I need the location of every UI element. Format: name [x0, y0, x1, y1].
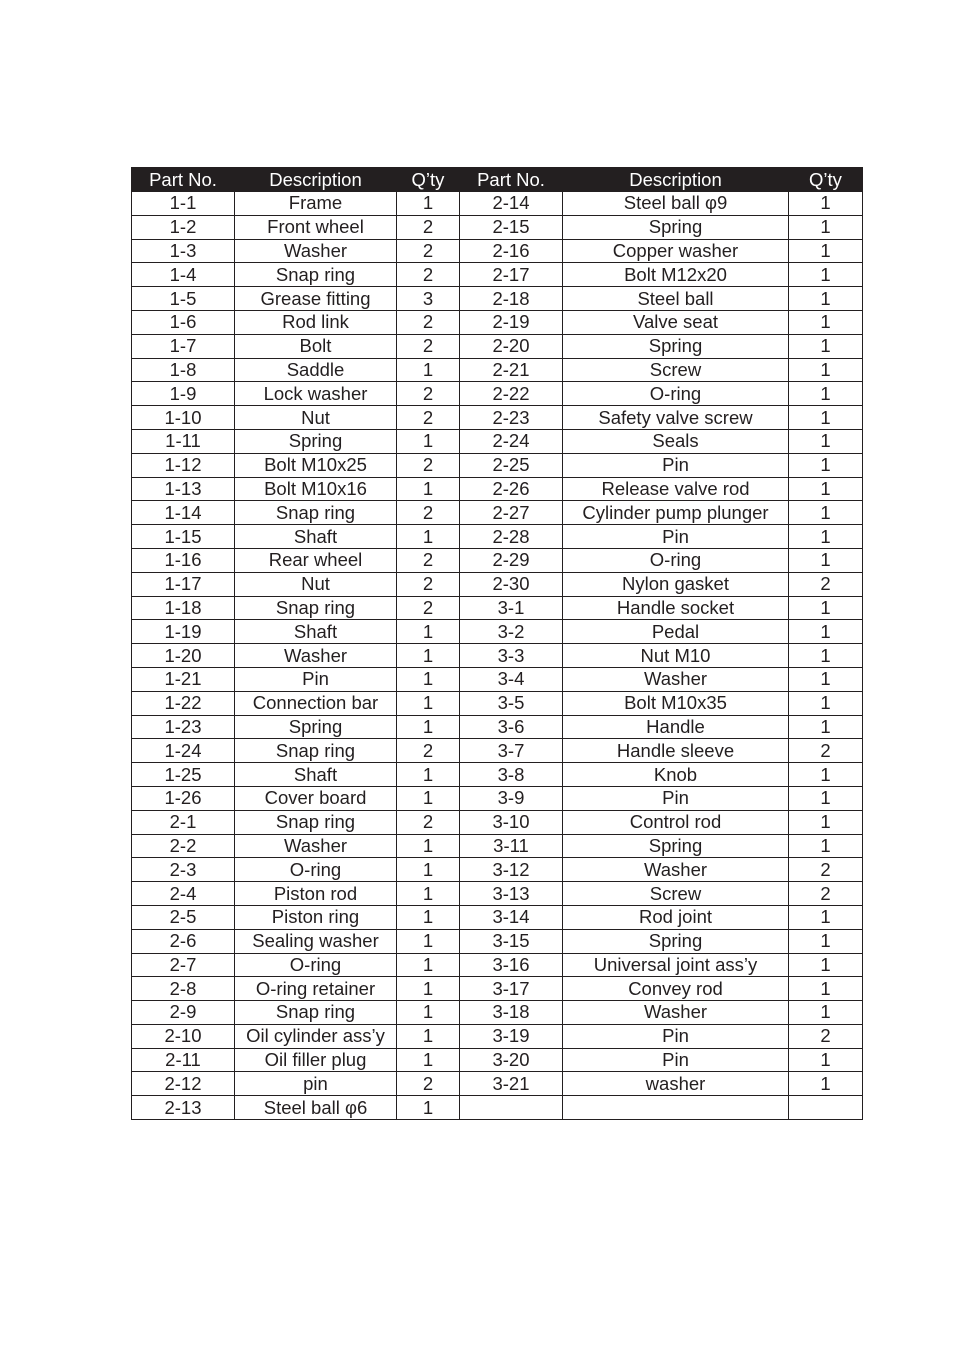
cell-qty-right: 1 — [789, 620, 863, 644]
table-row — [132, 763, 863, 787]
cell-qty-right: 1 — [789, 834, 863, 858]
cell-qty-right: 1 — [789, 1001, 863, 1025]
cell-qty-left: 2 — [397, 1072, 460, 1096]
cell-qty-left: 2 — [397, 739, 460, 763]
cell-part-no-right: 3-17 — [460, 977, 563, 1001]
cell-description-left: Front wheel — [235, 215, 397, 239]
cell-part-no-right: 3-12 — [460, 858, 563, 882]
cell-description-right: Handle — [563, 715, 789, 739]
cell-qty-left: 1 — [397, 525, 460, 549]
cell-part-no-right: 3-5 — [460, 691, 563, 715]
table-row — [132, 406, 863, 430]
cell-description-left: Spring — [235, 429, 397, 453]
cell-description-right: O-ring — [563, 382, 789, 406]
cell-qty-left: 2 — [397, 810, 460, 834]
cell-part-no-right: 3-11 — [460, 834, 563, 858]
cell-qty-right: 1 — [789, 548, 863, 572]
cell-part-no-left: 1-1 — [132, 192, 235, 216]
cell-part-no-right: 2-21 — [460, 358, 563, 382]
table-row — [132, 334, 863, 358]
cell-qty-left: 1 — [397, 953, 460, 977]
cell-description-right: Pin — [563, 1048, 789, 1072]
cell-qty-right: 1 — [789, 905, 863, 929]
cell-qty-left: 1 — [397, 715, 460, 739]
cell-description-left: Piston rod — [235, 882, 397, 906]
cell-part-no-right: 2-20 — [460, 334, 563, 358]
cell-qty-left: 2 — [397, 501, 460, 525]
table-row — [132, 239, 863, 263]
cell-part-no-left: 1-26 — [132, 786, 235, 810]
cell-description-left: Snap ring — [235, 263, 397, 287]
cell-qty-left: 1 — [397, 858, 460, 882]
cell-part-no-left: 1-11 — [132, 429, 235, 453]
cell-part-no-right: 2-16 — [460, 239, 563, 263]
cell-part-no-right: 2-19 — [460, 310, 563, 334]
table-row — [132, 596, 863, 620]
cell-part-no-left: 1-24 — [132, 739, 235, 763]
header-part-no-right: Part No. — [460, 168, 563, 192]
table-row — [132, 739, 863, 763]
cell-qty-right: 1 — [789, 525, 863, 549]
cell-description-left: Shaft — [235, 525, 397, 549]
table-row — [132, 953, 863, 977]
cell-description-left: Lock washer — [235, 382, 397, 406]
cell-qty-left: 1 — [397, 620, 460, 644]
table-row — [132, 929, 863, 953]
cell-description-left: Bolt M10x25 — [235, 453, 397, 477]
cell-description-left: Steel ball φ6 — [235, 1096, 397, 1120]
cell-part-no-right: 2-14 — [460, 192, 563, 216]
cell-description-right: Bolt M12x20 — [563, 263, 789, 287]
cell-description-left: Rod link — [235, 310, 397, 334]
table-row — [132, 977, 863, 1001]
cell-description-left: pin — [235, 1072, 397, 1096]
cell-qty-left: 1 — [397, 882, 460, 906]
cell-description-left: Piston ring — [235, 905, 397, 929]
cell-description-right: O-ring — [563, 548, 789, 572]
cell-description-right: washer — [563, 1072, 789, 1096]
cell-description-left: Shaft — [235, 763, 397, 787]
cell-part-no-left: 1-13 — [132, 477, 235, 501]
cell-description-left: Cover board — [235, 786, 397, 810]
cell-qty-left: 1 — [397, 644, 460, 668]
cell-part-no-right: 2-22 — [460, 382, 563, 406]
cell-qty-right: 1 — [789, 501, 863, 525]
cell-description-left: Connection bar — [235, 691, 397, 715]
cell-qty-left: 2 — [397, 263, 460, 287]
cell-description-left: Shaft — [235, 620, 397, 644]
cell-description-right — [563, 1096, 789, 1120]
cell-part-no-left: 1-12 — [132, 453, 235, 477]
cell-part-no-right: 3-9 — [460, 786, 563, 810]
cell-qty-right: 1 — [789, 477, 863, 501]
cell-description-left: Snap ring — [235, 596, 397, 620]
cell-qty-left: 2 — [397, 310, 460, 334]
cell-qty-left: 1 — [397, 691, 460, 715]
cell-qty-left: 2 — [397, 596, 460, 620]
cell-description-right: Washer — [563, 667, 789, 691]
cell-qty-left: 2 — [397, 215, 460, 239]
cell-description-left: Washer — [235, 834, 397, 858]
cell-qty-right: 1 — [789, 358, 863, 382]
cell-part-no-right: 3-1 — [460, 596, 563, 620]
cell-part-no-left: 2-5 — [132, 905, 235, 929]
table-row — [132, 620, 863, 644]
cell-qty-right: 2 — [789, 882, 863, 906]
table-row — [132, 382, 863, 406]
table-row — [132, 453, 863, 477]
cell-description-right: Seals — [563, 429, 789, 453]
cell-description-left: Snap ring — [235, 501, 397, 525]
cell-description-right: Pin — [563, 525, 789, 549]
table-row — [132, 429, 863, 453]
cell-qty-left: 1 — [397, 358, 460, 382]
cell-qty-right: 1 — [789, 382, 863, 406]
cell-description-left: Bolt M10x16 — [235, 477, 397, 501]
cell-description-right: Spring — [563, 929, 789, 953]
cell-part-no-left: 1-10 — [132, 406, 235, 430]
cell-description-left: Rear wheel — [235, 548, 397, 572]
cell-part-no-left: 2-10 — [132, 1024, 235, 1048]
cell-description-left: Snap ring — [235, 1001, 397, 1025]
cell-part-no-right: 3-21 — [460, 1072, 563, 1096]
cell-qty-right: 1 — [789, 239, 863, 263]
cell-description-right: Cylinder pump plunger — [563, 501, 789, 525]
cell-part-no-left: 2-7 — [132, 953, 235, 977]
cell-qty-right: 1 — [789, 263, 863, 287]
cell-description-right: Screw — [563, 882, 789, 906]
cell-part-no-right: 3-7 — [460, 739, 563, 763]
cell-part-no-right: 2-30 — [460, 572, 563, 596]
cell-description-right: Steel ball — [563, 287, 789, 311]
cell-part-no-right: 3-2 — [460, 620, 563, 644]
cell-part-no-right: 3-20 — [460, 1048, 563, 1072]
cell-description-right: Control rod — [563, 810, 789, 834]
cell-qty-right: 1 — [789, 429, 863, 453]
cell-description-right: Pin — [563, 786, 789, 810]
cell-description-right: Spring — [563, 334, 789, 358]
cell-qty-right: 1 — [789, 644, 863, 668]
cell-part-no-right: 2-23 — [460, 406, 563, 430]
cell-part-no-left: 1-20 — [132, 644, 235, 668]
table-row — [132, 691, 863, 715]
cell-part-no-right: 3-3 — [460, 644, 563, 668]
table-row — [132, 644, 863, 668]
cell-description-left: Washer — [235, 644, 397, 668]
table-row — [132, 215, 863, 239]
table-row — [132, 667, 863, 691]
cell-qty-right: 2 — [789, 739, 863, 763]
cell-description-left: Saddle — [235, 358, 397, 382]
table-row — [132, 905, 863, 929]
cell-qty-left: 1 — [397, 1048, 460, 1072]
cell-part-no-left: 2-3 — [132, 858, 235, 882]
table-row — [132, 1001, 863, 1025]
cell-qty-left: 1 — [397, 477, 460, 501]
cell-part-no-left: 1-18 — [132, 596, 235, 620]
cell-qty-right: 1 — [789, 596, 863, 620]
cell-qty-left: 1 — [397, 667, 460, 691]
cell-qty-right: 2 — [789, 858, 863, 882]
cell-qty-left: 1 — [397, 929, 460, 953]
cell-description-right: Valve seat — [563, 310, 789, 334]
cell-part-no-left: 1-14 — [132, 501, 235, 525]
cell-part-no-right: 2-28 — [460, 525, 563, 549]
table-row — [132, 263, 863, 287]
cell-description-right: Bolt M10x35 — [563, 691, 789, 715]
table-row — [132, 882, 863, 906]
cell-description-left: Oil filler plug — [235, 1048, 397, 1072]
cell-part-no-left: 1-9 — [132, 382, 235, 406]
cell-description-left: O-ring retainer — [235, 977, 397, 1001]
cell-part-no-right: 2-26 — [460, 477, 563, 501]
cell-description-right: Pedal — [563, 620, 789, 644]
header-row — [132, 168, 863, 192]
cell-part-no-right: 3-10 — [460, 810, 563, 834]
cell-part-no-right: 3-15 — [460, 929, 563, 953]
cell-part-no-left: 1-21 — [132, 667, 235, 691]
header-description-right: Description — [563, 168, 789, 192]
cell-description-right: Nut M10 — [563, 644, 789, 668]
cell-qty-right: 1 — [789, 406, 863, 430]
cell-qty-right: 2 — [789, 1024, 863, 1048]
cell-qty-right: 1 — [789, 715, 863, 739]
cell-description-right: Washer — [563, 1001, 789, 1025]
cell-part-no-left: 2-1 — [132, 810, 235, 834]
cell-part-no-left: 1-8 — [132, 358, 235, 382]
cell-qty-left: 2 — [397, 239, 460, 263]
cell-description-left: Spring — [235, 715, 397, 739]
cell-description-right: Convey rod — [563, 977, 789, 1001]
cell-part-no-left: 1-22 — [132, 691, 235, 715]
cell-part-no-left: 1-2 — [132, 215, 235, 239]
cell-part-no-right: 3-13 — [460, 882, 563, 906]
cell-qty-right: 2 — [789, 572, 863, 596]
cell-part-no-right: 2-18 — [460, 287, 563, 311]
cell-description-right: Copper washer — [563, 239, 789, 263]
cell-description-right: Knob — [563, 763, 789, 787]
cell-part-no-left: 1-3 — [132, 239, 235, 263]
cell-qty-right: 1 — [789, 929, 863, 953]
cell-part-no-right: 2-29 — [460, 548, 563, 572]
cell-description-left: Frame — [235, 192, 397, 216]
cell-part-no-left: 2-13 — [132, 1096, 235, 1120]
header-qty-left: Q’ty — [397, 168, 460, 192]
cell-qty-right: 1 — [789, 310, 863, 334]
cell-part-no-right: 2-25 — [460, 453, 563, 477]
cell-description-left: Snap ring — [235, 739, 397, 763]
parts-list-table — [131, 167, 863, 1120]
cell-qty-right: 1 — [789, 786, 863, 810]
cell-qty-right: 1 — [789, 667, 863, 691]
cell-qty-right: 1 — [789, 215, 863, 239]
cell-qty-right: 1 — [789, 192, 863, 216]
table-row — [132, 858, 863, 882]
cell-qty-left: 1 — [397, 905, 460, 929]
cell-part-no-left: 2-12 — [132, 1072, 235, 1096]
cell-qty-right — [789, 1096, 863, 1120]
table-body — [132, 192, 863, 1120]
table-row — [132, 310, 863, 334]
cell-part-no-left: 1-4 — [132, 263, 235, 287]
table-row — [132, 358, 863, 382]
cell-part-no-left: 1-5 — [132, 287, 235, 311]
cell-qty-left: 2 — [397, 548, 460, 572]
cell-description-left: Nut — [235, 406, 397, 430]
cell-description-left: Grease fitting — [235, 287, 397, 311]
cell-part-no-left: 1-19 — [132, 620, 235, 644]
header-qty-right: Q’ty — [789, 168, 863, 192]
cell-qty-right: 1 — [789, 334, 863, 358]
cell-description-right: Rod joint — [563, 905, 789, 929]
cell-description-left: Bolt — [235, 334, 397, 358]
cell-part-no-left: 1-16 — [132, 548, 235, 572]
table-header — [132, 168, 863, 192]
cell-qty-right: 1 — [789, 953, 863, 977]
cell-qty-right: 1 — [789, 977, 863, 1001]
cell-description-left: O-ring — [235, 858, 397, 882]
cell-part-no-left: 2-4 — [132, 882, 235, 906]
cell-part-no-left: 1-15 — [132, 525, 235, 549]
cell-description-right: Release valve rod — [563, 477, 789, 501]
cell-qty-left: 2 — [397, 406, 460, 430]
cell-part-no-left: 2-9 — [132, 1001, 235, 1025]
cell-qty-right: 1 — [789, 453, 863, 477]
cell-description-right: Handle socket — [563, 596, 789, 620]
cell-description-left: Nut — [235, 572, 397, 596]
cell-qty-right: 1 — [789, 763, 863, 787]
cell-part-no-right: 3-18 — [460, 1001, 563, 1025]
cell-part-no-right: 3-8 — [460, 763, 563, 787]
cell-part-no-right — [460, 1096, 563, 1120]
cell-description-right: Pin — [563, 453, 789, 477]
cell-part-no-right: 2-17 — [460, 263, 563, 287]
cell-part-no-right: 3-19 — [460, 1024, 563, 1048]
cell-description-left: Snap ring — [235, 810, 397, 834]
cell-qty-left: 2 — [397, 382, 460, 406]
cell-description-left: Washer — [235, 239, 397, 263]
cell-qty-left: 3 — [397, 287, 460, 311]
cell-description-right: Steel ball φ9 — [563, 192, 789, 216]
cell-qty-left: 1 — [397, 1096, 460, 1120]
cell-description-right: Pin — [563, 1024, 789, 1048]
cell-description-right: Screw — [563, 358, 789, 382]
cell-description-right: Nylon gasket — [563, 572, 789, 596]
cell-description-right: Handle sleeve — [563, 739, 789, 763]
cell-part-no-right: 2-27 — [460, 501, 563, 525]
header-part-no-left: Part No. — [132, 168, 235, 192]
cell-part-no-left: 1-6 — [132, 310, 235, 334]
table-row — [132, 572, 863, 596]
cell-description-right: Spring — [563, 215, 789, 239]
table-row — [132, 287, 863, 311]
cell-qty-left: 2 — [397, 572, 460, 596]
cell-qty-left: 2 — [397, 453, 460, 477]
cell-part-no-left: 1-25 — [132, 763, 235, 787]
table-row — [132, 1048, 863, 1072]
cell-qty-right: 1 — [789, 287, 863, 311]
cell-description-right: Safety valve screw — [563, 406, 789, 430]
table-row — [132, 810, 863, 834]
cell-description-right: Washer — [563, 858, 789, 882]
table-row — [132, 501, 863, 525]
cell-part-no-left: 1-7 — [132, 334, 235, 358]
table-row — [132, 477, 863, 501]
table-row — [132, 525, 863, 549]
cell-description-right: Spring — [563, 834, 789, 858]
table-row — [132, 715, 863, 739]
cell-qty-left: 1 — [397, 1024, 460, 1048]
cell-part-no-right: 3-14 — [460, 905, 563, 929]
table-row — [132, 1072, 863, 1096]
cell-qty-right: 1 — [789, 810, 863, 834]
cell-description-left: O-ring — [235, 953, 397, 977]
cell-qty-left: 1 — [397, 1001, 460, 1025]
cell-qty-left: 1 — [397, 192, 460, 216]
cell-part-no-right: 2-24 — [460, 429, 563, 453]
cell-qty-left: 1 — [397, 834, 460, 858]
cell-part-no-left: 2-2 — [132, 834, 235, 858]
cell-description-right: Universal joint ass’y — [563, 953, 789, 977]
cell-description-left: Sealing washer — [235, 929, 397, 953]
table-row — [132, 834, 863, 858]
cell-part-no-right: 3-6 — [460, 715, 563, 739]
table-row — [132, 1096, 863, 1120]
cell-part-no-left: 2-11 — [132, 1048, 235, 1072]
cell-part-no-right: 2-15 — [460, 215, 563, 239]
cell-part-no-left: 2-6 — [132, 929, 235, 953]
table-row — [132, 786, 863, 810]
cell-qty-left: 1 — [397, 977, 460, 1001]
cell-qty-right: 1 — [789, 1072, 863, 1096]
cell-qty-left: 1 — [397, 763, 460, 787]
cell-qty-left: 1 — [397, 429, 460, 453]
cell-part-no-right: 3-4 — [460, 667, 563, 691]
cell-qty-left: 2 — [397, 334, 460, 358]
table-row — [132, 192, 863, 216]
cell-part-no-right: 3-16 — [460, 953, 563, 977]
cell-description-left: Oil cylinder ass’y — [235, 1024, 397, 1048]
table-row — [132, 1024, 863, 1048]
cell-qty-right: 1 — [789, 691, 863, 715]
cell-part-no-left: 1-17 — [132, 572, 235, 596]
cell-qty-left: 1 — [397, 786, 460, 810]
cell-qty-right: 1 — [789, 1048, 863, 1072]
cell-part-no-left: 1-23 — [132, 715, 235, 739]
table-row — [132, 548, 863, 572]
cell-part-no-left: 2-8 — [132, 977, 235, 1001]
header-description-left: Description — [235, 168, 397, 192]
cell-description-left: Pin — [235, 667, 397, 691]
